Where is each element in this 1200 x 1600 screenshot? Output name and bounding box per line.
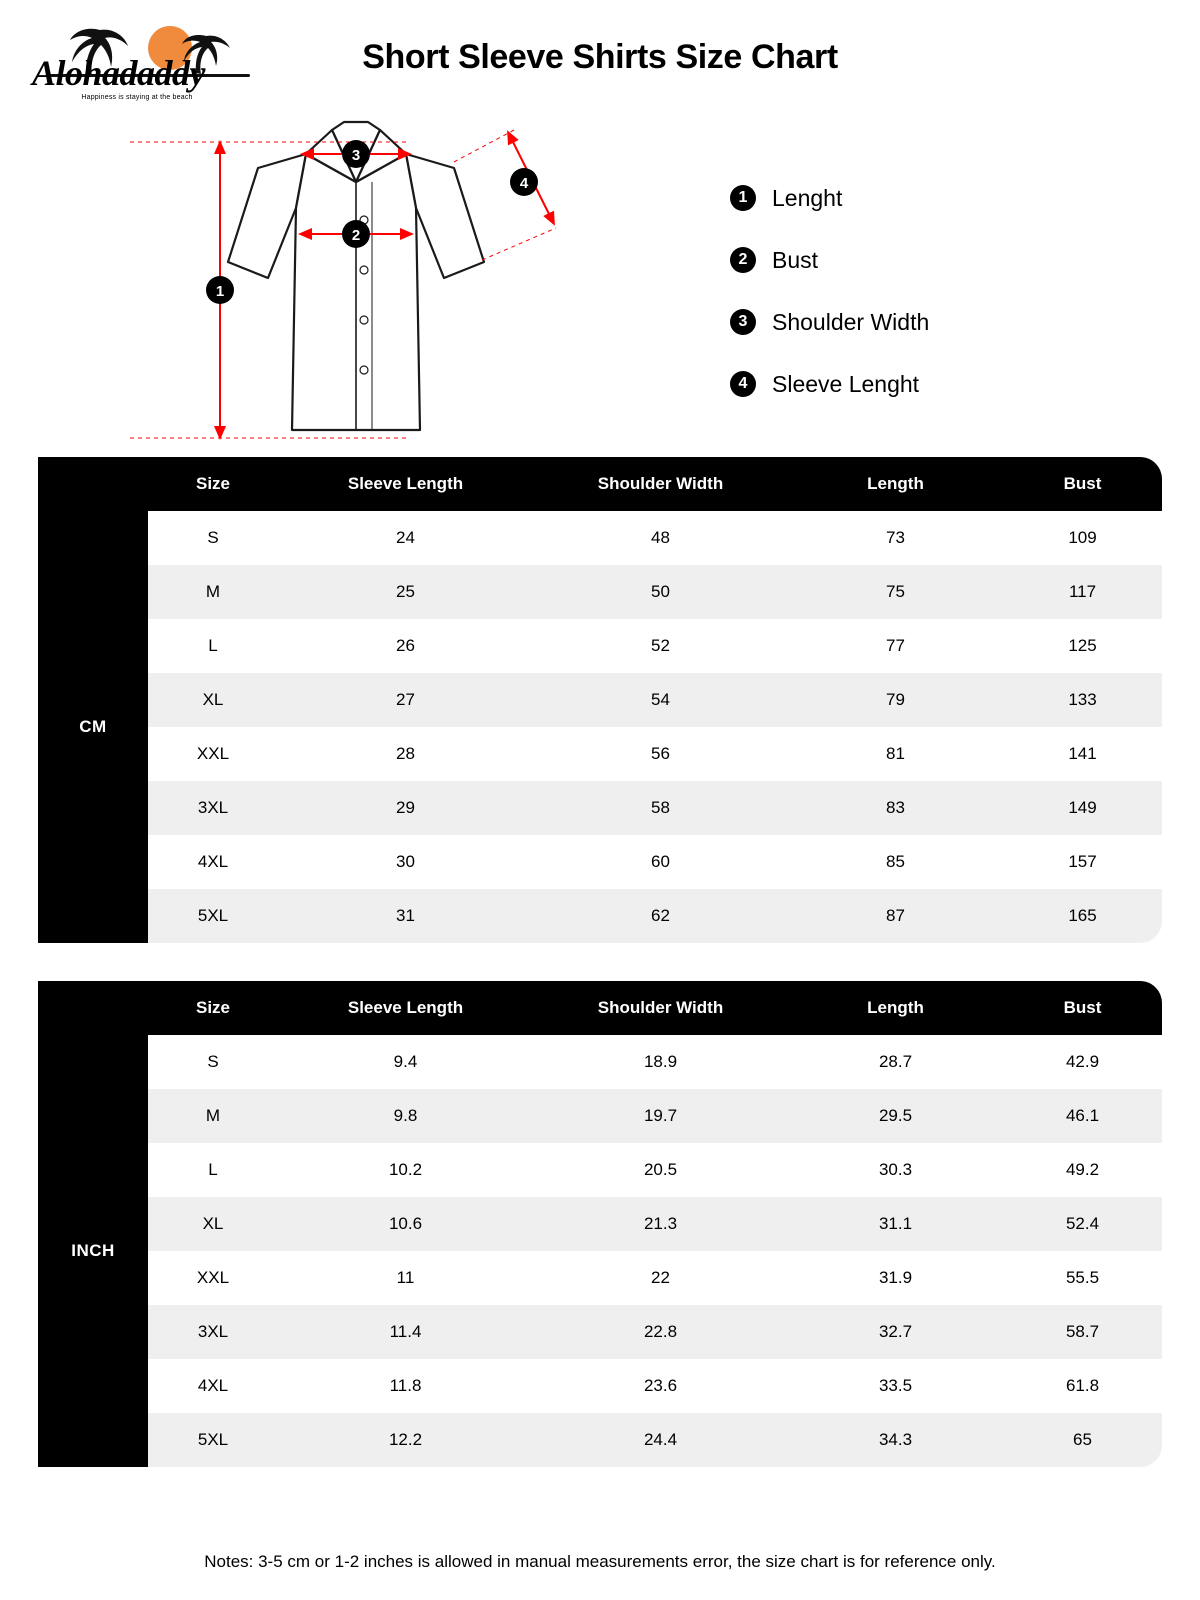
cell-size: 3XL — [148, 781, 278, 835]
cell-length: 81 — [788, 727, 1003, 781]
table-row — [38, 1251, 1162, 1305]
legend-item-length — [730, 167, 1110, 229]
footer-notes: Notes: 3-5 cm or 1-2 inches is allowed in manual measurements error, the size chart is for reference only. — [204, 1552, 996, 1571]
cell-bust: 46.1 — [1003, 1089, 1162, 1143]
cell-bust: 58.7 — [1003, 1305, 1162, 1359]
size-table-cm-block — [38, 457, 1162, 943]
table-row — [38, 1035, 1162, 1089]
table-row — [38, 673, 1162, 727]
table-header-row — [38, 457, 1162, 511]
cell-length: 34.3 — [788, 1413, 1003, 1467]
cell-length: 28.7 — [788, 1035, 1003, 1089]
page-title: Short Sleeve Shirts Size Chart — [362, 38, 838, 76]
column-header-sleeve-length: Sleeve Length — [278, 457, 533, 511]
unit-header — [38, 457, 148, 511]
cell-size: 5XL — [148, 1413, 278, 1467]
cell-shoulder-width: 62 — [533, 889, 788, 943]
cell-shoulder-width: 56 — [533, 727, 788, 781]
cell-bust: 117 — [1003, 565, 1162, 619]
legend-item-sleeve-length — [730, 353, 1110, 415]
table-row — [38, 781, 1162, 835]
cell-shoulder-width: 19.7 — [533, 1089, 788, 1143]
size-table-inch-block — [38, 981, 1162, 1467]
size-table-inch — [38, 981, 1162, 1467]
table-row — [38, 1197, 1162, 1251]
cell-sleeve-length: 10.6 — [278, 1197, 533, 1251]
cell-sleeve-length: 31 — [278, 889, 533, 943]
cell-bust: 61.8 — [1003, 1359, 1162, 1413]
cell-shoulder-width: 52 — [533, 619, 788, 673]
column-header-bust: Bust — [1003, 457, 1162, 511]
cell-length: 29.5 — [788, 1089, 1003, 1143]
cell-shoulder-width: 22.8 — [533, 1305, 788, 1359]
cell-sleeve-length: 9.4 — [278, 1035, 533, 1089]
cell-size: 5XL — [148, 889, 278, 943]
column-header-length: Length — [788, 457, 1003, 511]
cell-sleeve-length: 26 — [278, 619, 533, 673]
cell-length: 73 — [788, 511, 1003, 565]
column-header-shoulder-width: Shoulder Width — [533, 457, 788, 511]
table-row — [38, 511, 1162, 565]
column-header-size: Size — [148, 457, 278, 511]
table-row — [38, 1359, 1162, 1413]
cell-shoulder-width: 23.6 — [533, 1359, 788, 1413]
cell-sleeve-length: 10.2 — [278, 1143, 533, 1197]
cell-shoulder-width: 54 — [533, 673, 788, 727]
brand-name: Alohadaddy — [32, 53, 206, 93]
table-row — [38, 619, 1162, 673]
column-header-length: Length — [788, 981, 1003, 1035]
cell-shoulder-width: 48 — [533, 511, 788, 565]
cell-size: L — [148, 619, 278, 673]
cell-length: 85 — [788, 835, 1003, 889]
cell-bust: 65 — [1003, 1413, 1162, 1467]
cell-sleeve-length: 30 — [278, 835, 533, 889]
brand-tagline: Happiness is staying at the beach — [81, 94, 193, 101]
table-row — [38, 889, 1162, 943]
cell-length: 75 — [788, 565, 1003, 619]
cell-size: XXL — [148, 1251, 278, 1305]
legend-item-shoulder-width — [730, 291, 1110, 353]
cell-length: 79 — [788, 673, 1003, 727]
cell-sleeve-length: 9.8 — [278, 1089, 533, 1143]
legend-item-bust — [730, 229, 1110, 291]
cell-size: M — [148, 565, 278, 619]
cell-sleeve-length: 12.2 — [278, 1413, 533, 1467]
cell-sleeve-length: 27 — [278, 673, 533, 727]
cell-size: L — [148, 1143, 278, 1197]
cell-shoulder-width: 58 — [533, 781, 788, 835]
cell-sleeve-length: 25 — [278, 565, 533, 619]
cell-sleeve-length: 24 — [278, 511, 533, 565]
cell-bust: 165 — [1003, 889, 1162, 943]
cell-size: M — [148, 1089, 278, 1143]
cell-length: 31.9 — [788, 1251, 1003, 1305]
cell-sleeve-length: 11.8 — [278, 1359, 533, 1413]
cell-length: 87 — [788, 889, 1003, 943]
cell-length: 83 — [788, 781, 1003, 835]
column-header-bust: Bust — [1003, 981, 1162, 1035]
table-header-row — [38, 981, 1162, 1035]
cell-size: XL — [148, 673, 278, 727]
cell-shoulder-width: 18.9 — [533, 1035, 788, 1089]
unit-cell-cm: CM — [38, 511, 148, 943]
cell-sleeve-length: 28 — [278, 727, 533, 781]
cell-length: 31.1 — [788, 1197, 1003, 1251]
cell-bust: 55.5 — [1003, 1251, 1162, 1305]
cell-bust: 52.4 — [1003, 1197, 1162, 1251]
table-row — [38, 1305, 1162, 1359]
legend-bullet-1: 1 — [730, 185, 756, 211]
cell-size: 4XL — [148, 835, 278, 889]
table-row — [38, 1089, 1162, 1143]
legend-bullet-2: 2 — [730, 247, 756, 273]
cell-length: 33.5 — [788, 1359, 1003, 1413]
column-header-sleeve-length: Sleeve Length — [278, 981, 533, 1035]
legend-label-1: Lenght — [772, 184, 843, 211]
table-row — [38, 835, 1162, 889]
cell-size: 4XL — [148, 1359, 278, 1413]
unit-cell-inch: INCH — [38, 1035, 148, 1467]
cell-sleeve-length: 29 — [278, 781, 533, 835]
legend-label-2: Bust — [772, 246, 819, 273]
cell-shoulder-width: 21.3 — [533, 1197, 788, 1251]
cell-size: 3XL — [148, 1305, 278, 1359]
page-header — [0, 0, 1200, 112]
measurement-legend — [730, 167, 1110, 415]
cell-size: XXL — [148, 727, 278, 781]
cell-shoulder-width: 60 — [533, 835, 788, 889]
legend-bullet-4: 4 — [730, 371, 756, 397]
shirt-measurement-diagram — [110, 112, 630, 452]
cell-bust: 125 — [1003, 619, 1162, 673]
table-row — [38, 1143, 1162, 1197]
svg-text:3: 3 — [351, 147, 361, 164]
svg-text:1: 1 — [215, 283, 225, 300]
cell-sleeve-length: 11.4 — [278, 1305, 533, 1359]
table-row — [38, 727, 1162, 781]
cell-bust: 42.9 — [1003, 1035, 1162, 1089]
cell-bust: 109 — [1003, 511, 1162, 565]
column-header-size: Size — [148, 981, 278, 1035]
cell-bust: 49.2 — [1003, 1143, 1162, 1197]
cell-bust: 141 — [1003, 727, 1162, 781]
cell-bust: 133 — [1003, 673, 1162, 727]
svg-text:2: 2 — [351, 227, 361, 244]
size-table-cm — [38, 457, 1162, 943]
legend-bullet-3: 3 — [730, 309, 756, 335]
cell-length: 77 — [788, 619, 1003, 673]
svg-text:4: 4 — [519, 175, 529, 192]
cell-shoulder-width: 24.4 — [533, 1413, 788, 1467]
table-row — [38, 565, 1162, 619]
cell-shoulder-width: 20.5 — [533, 1143, 788, 1197]
legend-label-3: Shoulder Width — [772, 308, 930, 335]
cell-size: XL — [148, 1197, 278, 1251]
legend-label-4: Sleeve Lenght — [772, 370, 920, 397]
column-header-shoulder-width: Shoulder Width — [533, 981, 788, 1035]
cell-bust: 157 — [1003, 835, 1162, 889]
cell-length: 32.7 — [788, 1305, 1003, 1359]
unit-header — [38, 981, 148, 1035]
measurement-diagram-section — [0, 112, 1200, 457]
cell-sleeve-length: 11 — [278, 1251, 533, 1305]
cell-bust: 149 — [1003, 781, 1162, 835]
cell-size: S — [148, 511, 278, 565]
cell-length: 30.3 — [788, 1143, 1003, 1197]
cell-shoulder-width: 50 — [533, 565, 788, 619]
table-row — [38, 1413, 1162, 1467]
cell-shoulder-width: 22 — [533, 1251, 788, 1305]
cell-size: S — [148, 1035, 278, 1089]
